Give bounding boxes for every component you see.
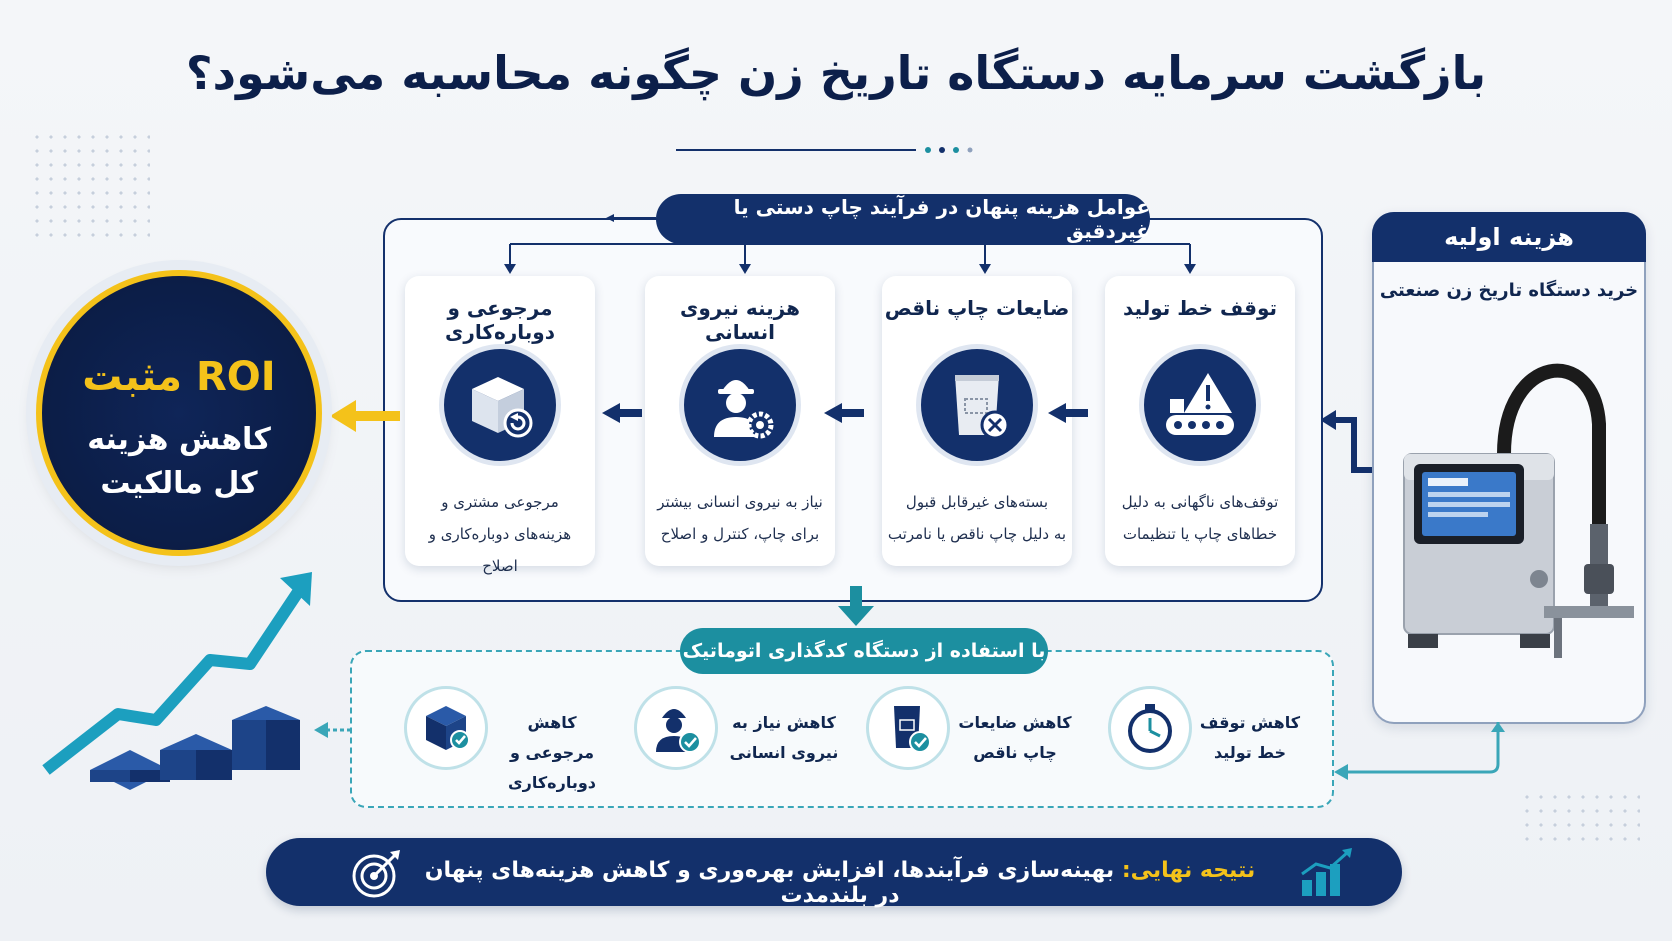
card-print-waste-desc: بسته‌های غیرقابل قبول به دلیل چاپ ناقص یا نامرتب [887,493,1067,543]
result-body: بهینه‌سازی فرآیندها، افزایش بهره‌وری و کاهش هزینه‌های پنهان در بلندمدت [424,858,1115,908]
worker-check-icon [634,686,718,770]
card-production-stop-title: توقف خط تولید [1123,296,1277,320]
card-returns-rework [405,276,595,575]
roi-circle [36,270,322,556]
package-check-icon [866,686,950,770]
result-label: نتیجه نهایی: [1121,858,1256,883]
auto-item-4-label: کاهش مرجوعی و دوباره‌کاری [507,713,596,792]
card-labor-cost-title: هزینه نیروی انسانی [680,296,800,344]
result-text [420,858,1260,908]
initial-cost-panel [1372,212,1646,724]
stopwatch-icon [1108,686,1192,770]
bar-growth-icon [1298,848,1356,898]
page-title: بازگشت سرمایه دستگاه تاریخ زن چگونه محاسبه می‌شود؟ [185,46,1487,100]
automatic-title: با استفاده از دستگاه کدگذاری اتوماتیک [680,628,1048,674]
roi-headline: ROI مثبت [82,354,276,400]
box-check-icon [404,686,488,770]
title-divider [676,146,996,154]
dots-decoration-left [30,130,150,240]
card-production-stop-desc: توقف‌های ناگهانی به دلیل خطاهای چاپ یا تنظیمات [1121,493,1279,543]
card-print-waste-title: ضایعات چاپ ناقص [884,296,1070,320]
conveyor-warning-icon [1139,344,1261,466]
box-return-icon [439,344,561,466]
roi-line-2: کل مالکیت [100,466,258,501]
hidden-costs-branch-arrows [380,214,1320,280]
roi-line-1: کاهش هزینه [87,422,271,457]
card-returns-rework-desc: مرجوعی مشتری و هزینه‌های دوباره‌کاری و اصلاح [428,493,572,575]
card-flow-arrows [600,398,1120,428]
initial-to-hidden-connector [1318,400,1374,480]
initial-cost-subtitle: خرید دستگاه تاریخ زن صنعتی [1379,280,1639,301]
auto-item-2-label: کاهش ضایعات چاپ ناقص [958,713,1072,762]
growth-chart-icon [40,570,340,810]
dots-decoration-right [1520,790,1640,850]
target-icon [350,848,402,900]
card-labor-cost-desc: نیاز به نیروی انسانی بیشتر برای چاپ، کنترل و اصلاح [657,493,823,543]
initial-cost-title: هزینه اولیه [1372,212,1646,262]
hidden-costs-title: عوامل هزینه پنهان در فرآیند چاپ دستی یا غیردقیق [656,194,1150,244]
coding-machine-icon [1384,314,1634,674]
auto-item-1-label: کاهش توقف خط تولید [1199,713,1301,762]
card-returns-rework-title: مرجوعی و دوباره‌کاری [444,296,556,344]
auto-to-roi-arrow [312,720,352,740]
hidden-to-auto-arrow [836,586,876,630]
roi-arrow [326,398,402,434]
card-production-stop [1105,276,1295,566]
initial-to-auto-connector [1330,720,1510,780]
auto-item-3-label: کاهش نیاز به نیروی انسانی [729,713,839,762]
